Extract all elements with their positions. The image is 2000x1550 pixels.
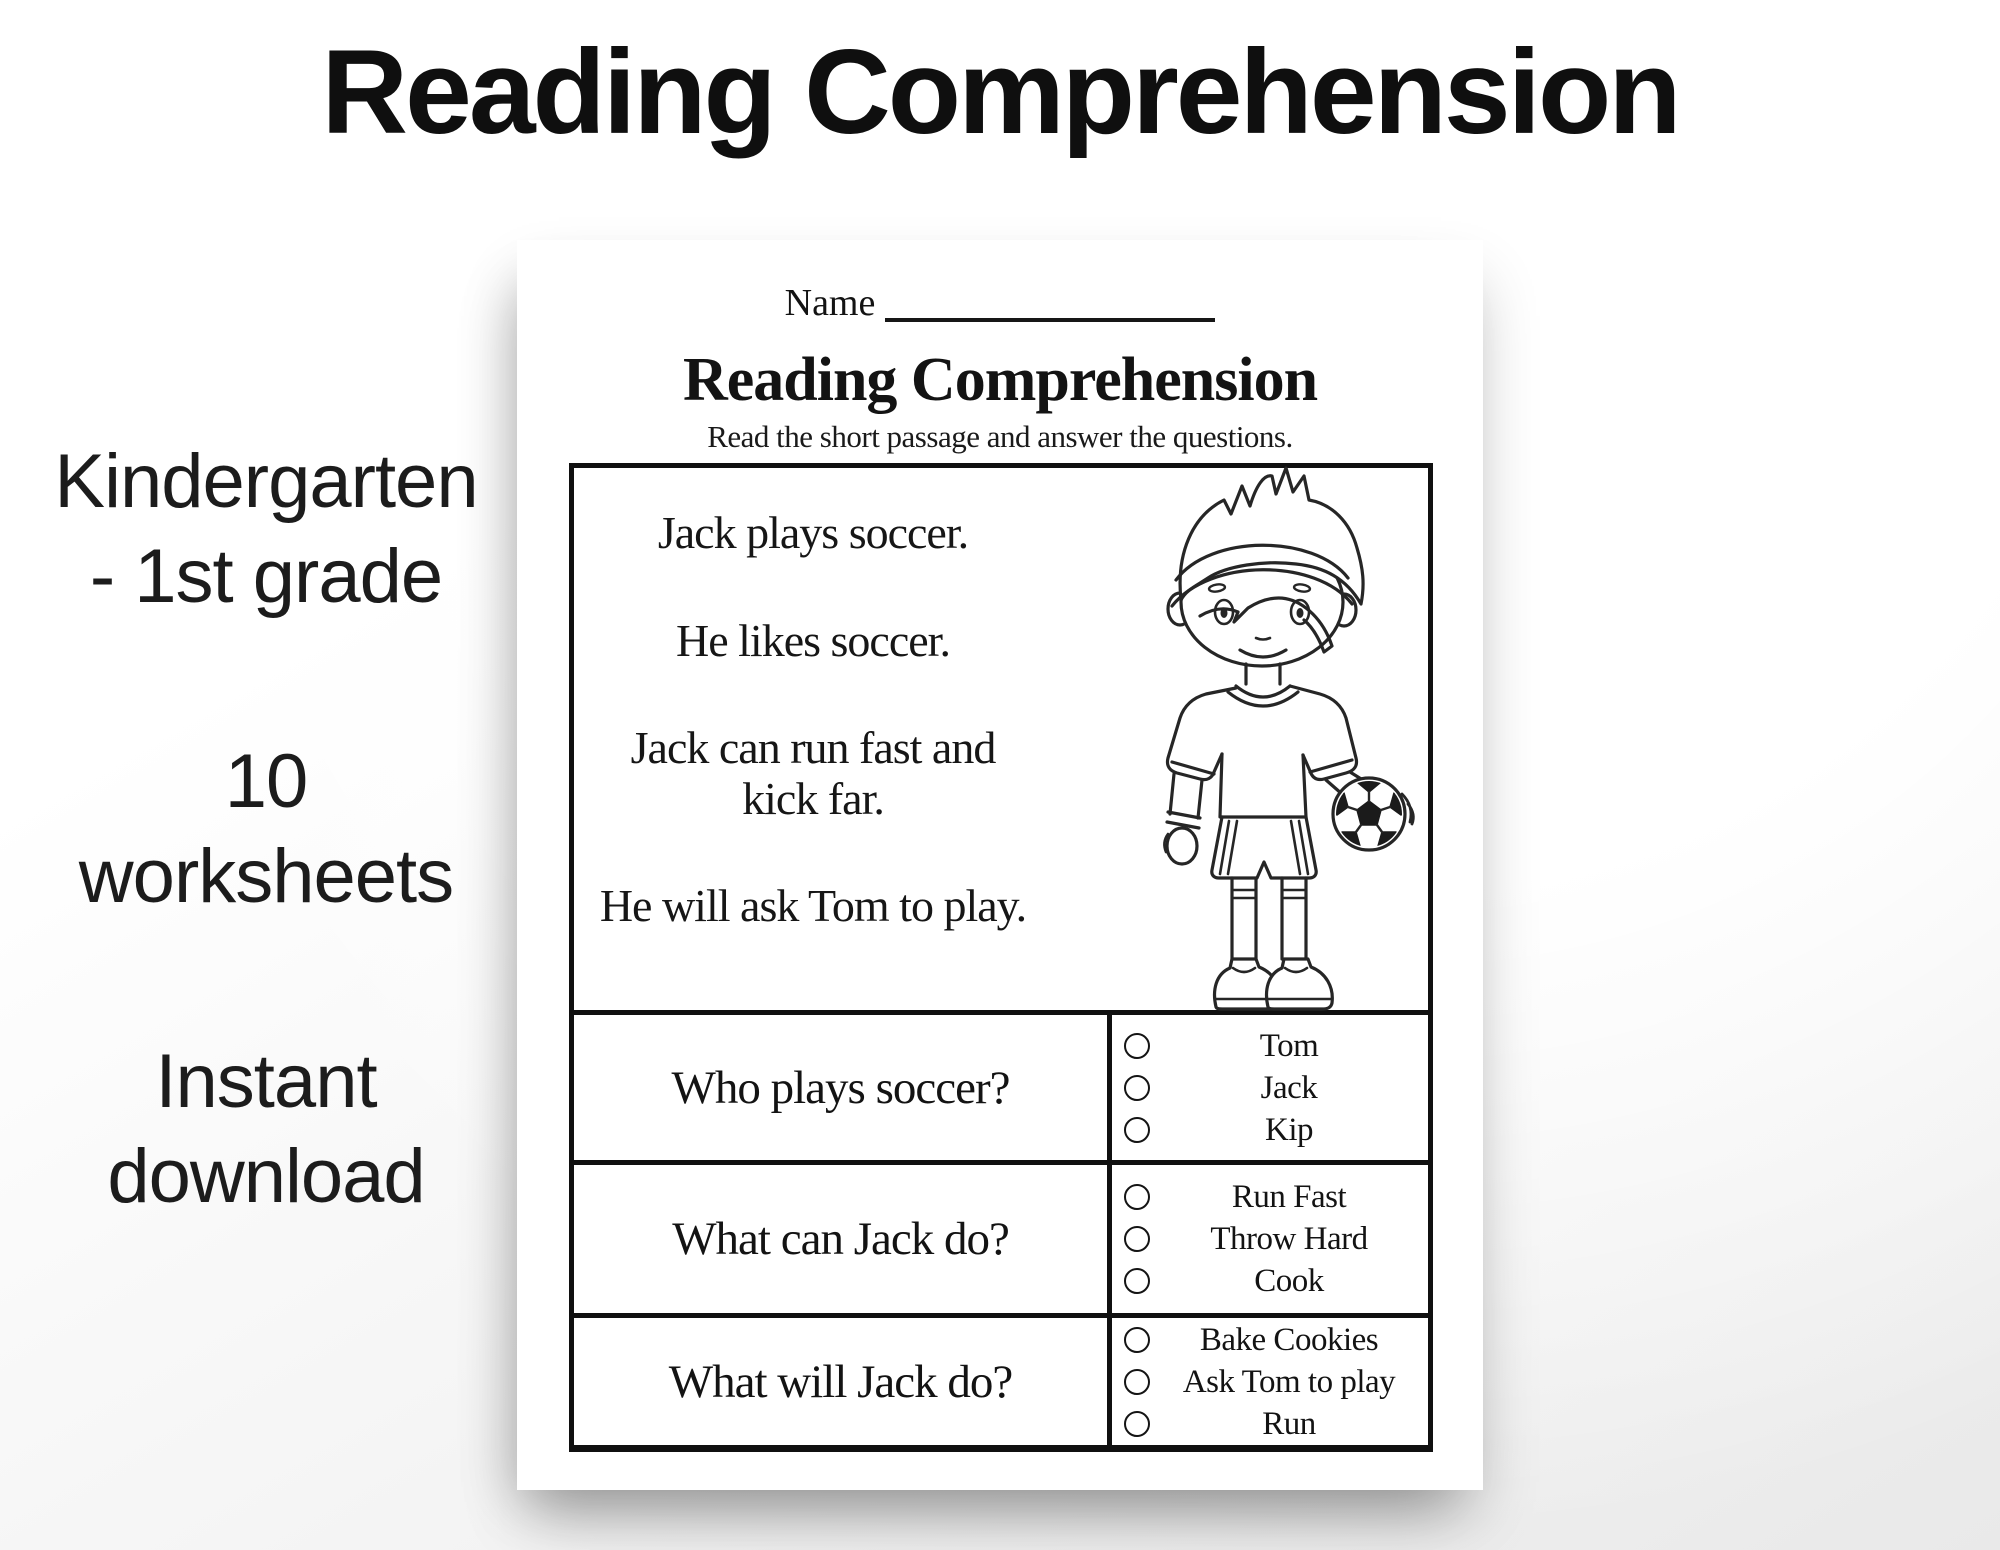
answer-option-label: Throw Hard <box>1210 1221 1368 1257</box>
question-row <box>574 1165 1428 1318</box>
worksheet-count-line-1: 10 <box>224 739 308 824</box>
passage-sentence: Jack can run fast and kick far. <box>630 722 996 824</box>
delivery-info-line-1: Instant <box>155 1039 377 1124</box>
answer-option-label: Jack <box>1260 1069 1318 1106</box>
answer-bubble-icon <box>1124 1033 1150 1059</box>
grade-range-line-2: - 1st grade <box>89 534 443 619</box>
worksheet-page <box>517 240 1483 1490</box>
page-title: Reading Comprehension <box>321 25 1679 159</box>
answer-option-label: Run <box>1262 1405 1316 1442</box>
delivery-info-line-2: download <box>107 1134 425 1219</box>
answer-option <box>1112 1218 1428 1260</box>
name-underline <box>885 284 1215 322</box>
product-details <box>0 434 532 1334</box>
question-text: What can Jack do? <box>574 1165 1112 1313</box>
worksheet-title: Reading Comprehension <box>682 346 1318 414</box>
answer-bubble-icon <box>1124 1184 1150 1210</box>
answer-option <box>1112 1403 1428 1445</box>
answer-options <box>1112 1165 1428 1313</box>
question-row <box>574 1015 1428 1165</box>
questions-table <box>569 1015 1433 1452</box>
answer-bubble-icon <box>1124 1327 1150 1353</box>
answer-option <box>1112 1361 1428 1403</box>
answer-option <box>1112 1260 1428 1302</box>
answer-option <box>1112 1109 1428 1151</box>
answer-options <box>1112 1318 1428 1445</box>
grade-range <box>0 434 532 624</box>
answer-option-label: Kip <box>1265 1111 1313 1148</box>
answer-option <box>1112 1067 1428 1109</box>
worksheet-subtitle: Read the short passage and answer the questions. <box>707 419 1293 454</box>
passage-sentence: Jack plays soccer. <box>657 507 969 558</box>
passage-text <box>594 508 1032 932</box>
question-text: What will Jack do? <box>574 1318 1112 1445</box>
name-row <box>517 284 1483 322</box>
answer-option-label: Cook <box>1254 1263 1324 1299</box>
worksheet-count-line-2: worksheets <box>78 834 454 919</box>
answer-option <box>1112 1319 1428 1361</box>
answer-option <box>1112 1176 1428 1218</box>
answer-option-label: Tom <box>1259 1027 1319 1064</box>
answer-option <box>1112 1025 1428 1067</box>
answer-options <box>1112 1015 1428 1160</box>
answer-option-label: Ask Tom to play <box>1182 1363 1396 1400</box>
answer-option-label: Run Fast <box>1231 1179 1347 1215</box>
answer-option-label: Bake Cookies <box>1199 1321 1379 1358</box>
worksheet-count <box>0 734 532 924</box>
answer-bubble-icon <box>1124 1226 1150 1252</box>
answer-bubble-icon <box>1124 1411 1150 1437</box>
passage-sentence: He likes soccer. <box>676 614 950 666</box>
delivery-info <box>0 1034 532 1224</box>
question-text: Who plays soccer? <box>574 1015 1112 1160</box>
answer-bubble-icon <box>1124 1268 1150 1294</box>
grade-range-line-1: Kindergarten <box>54 439 478 524</box>
name-label: Name <box>784 282 876 324</box>
answer-bubble-icon <box>1124 1369 1150 1395</box>
question-row <box>574 1318 1428 1445</box>
passage-sentence: He will ask Tom to play. <box>599 880 1027 932</box>
boy-soccer-illustration <box>1140 462 1430 1014</box>
answer-bubble-icon <box>1124 1117 1150 1143</box>
answer-bubble-icon <box>1124 1075 1150 1101</box>
